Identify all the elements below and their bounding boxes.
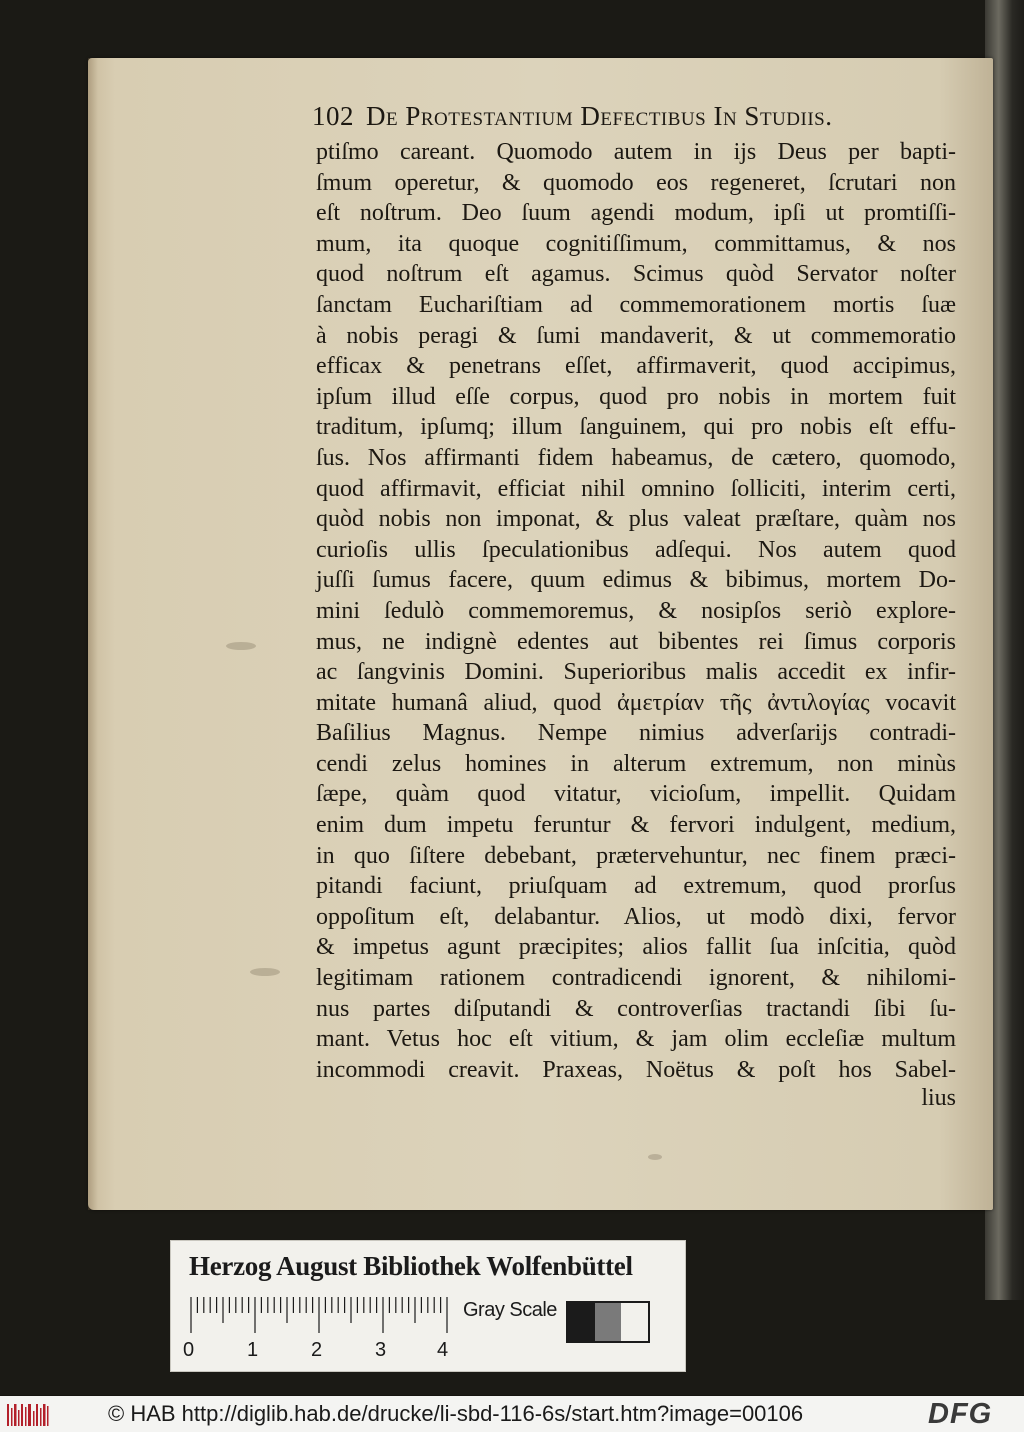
ruler-labels xyxy=(183,1339,463,1365)
catchword: lius xyxy=(921,1085,956,1111)
page-body xyxy=(316,137,956,1085)
ruler-label: 0 xyxy=(183,1339,195,1361)
text-line: in quo ſiſtere debebant, prætervehuntur, nec finem præci- xyxy=(316,842,956,869)
text-line: ſæpe, quàm quod vitatur, vicioſum, impellit. Quidam xyxy=(316,781,956,808)
gray-scale-label: Gray Scale xyxy=(463,1299,557,1321)
text-line: quod affirmavit, efficiat nihil omnino ſolliciti, interim certi, xyxy=(316,475,956,502)
text-line: curioſis ullis ſpeculationibus adſequi. Nos autem quod xyxy=(316,536,956,563)
footer-bar xyxy=(0,1396,1024,1432)
text-line: mum, ita quoque cognitiſſimum, committamus, & nos xyxy=(316,230,956,257)
text-line: à nobis peragi & ſumi mandaverit, & ut commemoratio xyxy=(316,322,956,349)
text-line: ſus. Nos affirmanti fidem habeamus, de cætero, quomodo, xyxy=(316,444,956,471)
text-line: cendi zelus homines in alterum extremum, non minùs xyxy=(316,750,956,777)
gray-swatch-dark xyxy=(568,1303,595,1341)
text-line: ipſum illud eſſe corpus, quod pro nobis in mortem fuit xyxy=(316,383,956,410)
text-line: mant. Vetus hoc eſt vitium, & jam olim eccleſiæ multum xyxy=(316,1026,956,1053)
text-line: oppoſitum eſt, delabantur. Alios, ut modò dixi, fervor xyxy=(316,903,956,930)
text-line: mitate humanâ aliud, quod ἀμετρίαν τῆς ἀντιλογίας vocavit xyxy=(316,689,956,716)
text-line: juſſi ſumus facere, quum edimus & bibimus, mortem Do- xyxy=(316,567,956,594)
ruler-label: 2 xyxy=(311,1339,323,1361)
barcode-icon xyxy=(6,1402,52,1428)
color-reference-card xyxy=(170,1240,686,1372)
measurement-ruler xyxy=(189,1295,457,1335)
ruler-label: 4 xyxy=(437,1339,449,1361)
ruler-label: 1 xyxy=(247,1339,259,1361)
gray-scale-swatches xyxy=(566,1301,650,1343)
text-line: incommodi creavit. Praxeas, Noëtus & poſt hos Sabel- xyxy=(316,1056,956,1083)
show-through-mark xyxy=(250,968,280,976)
text-line: ptiſmo careant. Quomodo autem in ijs Deus per bapti- xyxy=(316,139,956,165)
gray-swatch-light xyxy=(621,1303,648,1341)
text-line: mus, ne indignè edentes aut bibentes rei ſimus corporis xyxy=(316,628,956,655)
paper-speck xyxy=(648,1154,662,1160)
text-line: quòd nobis non imponat, & plus valeat præſtare, quàm nos xyxy=(316,506,956,533)
page-number: 102 xyxy=(312,101,354,131)
show-through-mark xyxy=(226,642,256,650)
text-line: & impetus agunt præcipites; alios fallit ſua inſcitia, quòd xyxy=(316,934,956,961)
ruler-label: 3 xyxy=(375,1339,387,1361)
text-line: legitimam rationem contradicendi ignorent, & nihilomi- xyxy=(316,965,956,992)
text-line: enim dum impetu feruntur & fervori indulgent, medium, xyxy=(316,812,956,839)
page-shadow xyxy=(88,58,98,1210)
text-line: ſanctam Euchariſtiam ad commemorationem mortis ſuæ xyxy=(316,291,956,318)
text-line: nus partes diſputandi & controverſias tractandi ſibi ſu- xyxy=(316,995,956,1022)
text-line: traditum, ipſumq; illum ſanguinem, qui pro nobis eſt effu- xyxy=(316,414,956,441)
copyright-url[interactable]: © HAB http://diglib.hab.de/drucke/li-sbd-116-6s/start.htm?image=00106 xyxy=(108,1401,804,1426)
text-line: pitandi faciunt, priuſquam ad extremum, quod prorſus xyxy=(316,873,956,900)
text-line: ac ſangvinis Domini. Superioribus malis accedit ex infir- xyxy=(316,659,956,686)
library-name: Herzog August Bibliothek Wolfenbüttel xyxy=(189,1251,633,1281)
text-line: eſt noſtrum. Deo ſuum agendi modum, ipſi ut promtiſſi- xyxy=(316,200,956,227)
running-head xyxy=(312,101,942,135)
running-title: De Protestantium Defectibus In Studiis. xyxy=(366,101,833,131)
text-line: quod noſtrum eſt agamus. Scimus quòd Servator noſter xyxy=(316,261,956,288)
text-line: Baſilius Magnus. Nempe nimius adverſarijs contradi- xyxy=(316,720,956,747)
gray-swatch-mid xyxy=(595,1303,622,1341)
text-line: ſmum operetur, & quomodo eos regeneret, ſcrutari non xyxy=(316,169,956,196)
text-line: efficax & penetrans eſſet, affirmaverit, quod accipimus, xyxy=(316,353,956,380)
dfg-logo: DFG xyxy=(928,1398,993,1430)
text-line: mini ſedulò commemoremus, & nosipſos seriò explore- xyxy=(316,597,956,624)
